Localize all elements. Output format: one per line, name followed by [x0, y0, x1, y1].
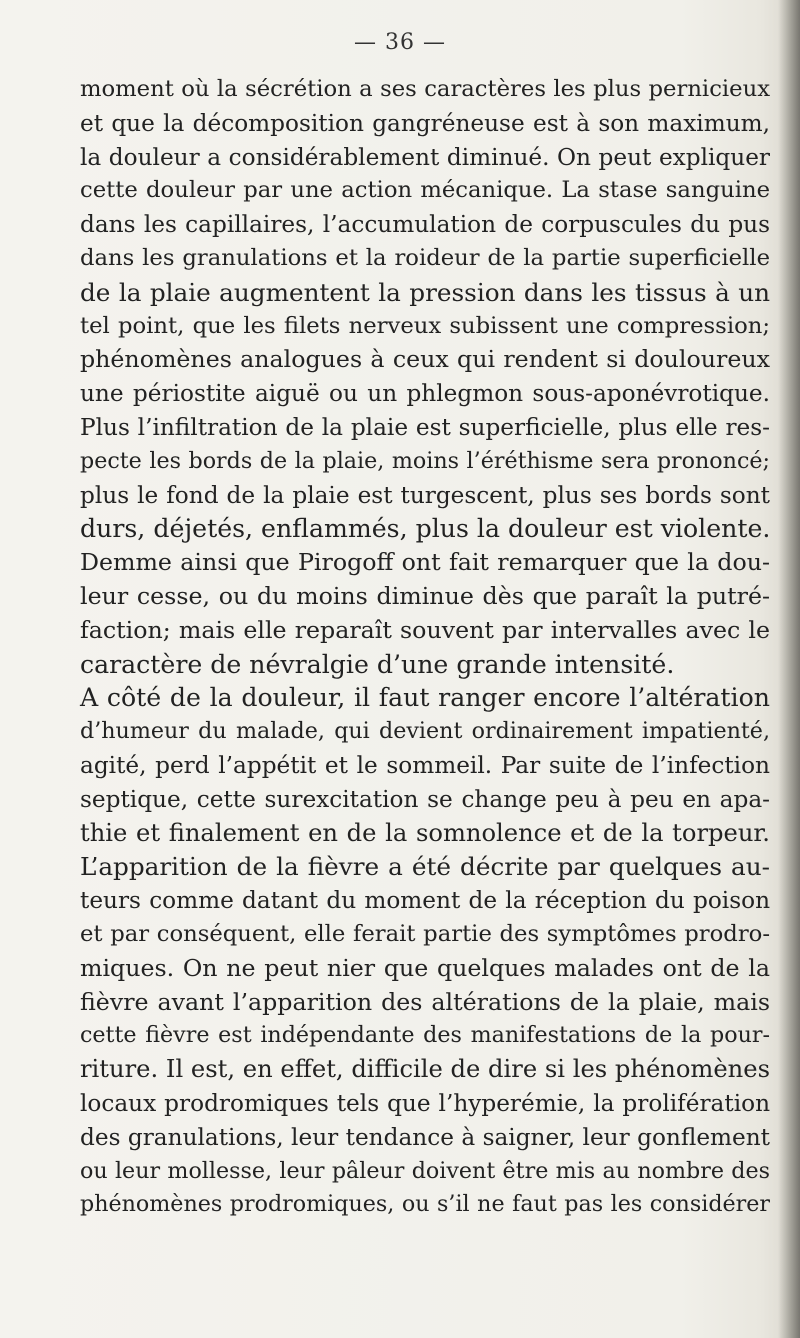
text-line: faction; mais elle reparaît souvent par intervalles avec le	[80, 615, 770, 644]
body-text	[80, 73, 770, 1222]
text-line: Plus l’infiltration de la plaie est superficielle, plus elle res-	[80, 413, 770, 441]
text-line: riture. Il est, en effet, difficile de dire si les phénomènes	[80, 1055, 770, 1084]
text-line: fièvre avant l’apparition des altérations de la plaie, mais	[80, 987, 770, 1016]
text-line: la douleur a considérablement diminué. On peut expliquer	[80, 143, 770, 171]
text-line: une périostite aiguë ou un phlegmon sous-aponévrotique.	[80, 380, 770, 408]
text-line: de la plaie augmentent la pression dans les tissus à un	[80, 277, 770, 307]
text-line: A côté de la douleur, il faut ranger encore l’altération	[80, 683, 770, 713]
text-line: cette douleur par une action mécanique. La stase sanguine	[80, 177, 770, 204]
text-line: phénomènes analogues à ceux qui rendent si douloureux	[80, 345, 770, 374]
text-line: miques. On ne peut nier que quelques malades ont de la	[80, 953, 770, 982]
text-line: durs, déjetés, enflammés, plus la douleur est violente.	[80, 514, 771, 544]
text-line: des granulations, leur tendance à saigner, leur gonflement	[80, 1123, 770, 1151]
text-line: cette fièvre est indépendante des manifestations de la pour-	[80, 1022, 770, 1049]
text-line: locaux prodromiques tels que l’hyperémie, la prolifération	[80, 1089, 770, 1117]
text-line: teurs comme datant du moment de la réception du poison	[80, 887, 770, 915]
text-line: phénomènes prodromiques, ou s’il ne faut pas les considérer	[80, 1191, 770, 1218]
text-line: caractère de névralgie d’une grande intensité.	[80, 649, 675, 679]
page-number: — 36 —	[354, 30, 446, 55]
page-binding-shadow	[778, 0, 800, 1338]
text-line: Demme ainsi que Pirogoff ont fait remarquer que la dou-	[80, 548, 770, 577]
text-line: et par conséquent, elle ferait partie des symptômes prodro-	[80, 920, 770, 947]
text-line: agité, perd l’appétit et le sommeil. Par suite de l’infection	[80, 751, 770, 779]
text-line: tel point, que les filets nerveux subissent une compression;	[80, 312, 770, 339]
text-line: d’humeur du malade, qui devient ordinairement impatienté,	[80, 718, 770, 745]
text-line: moment où la sécrétion a ses caractères les plus pernicieux	[80, 76, 770, 102]
text-line: leur cesse, ou du moins diminue dès que paraît la putré-	[80, 581, 770, 610]
text-line: septique, cette surexcitation se change peu à peu en apa-	[80, 785, 770, 813]
text-line: ou leur mollesse, leur pâleur doivent être mis au nombre des	[80, 1157, 770, 1184]
text-line: dans les capillaires, l’accumulation de corpuscules du pus	[80, 211, 770, 239]
text-line: L’apparition de la fièvre a été décrite par quelques au-	[80, 852, 770, 882]
text-line: dans les granulations et la roideur de la partie superficielle	[80, 244, 770, 271]
text-line: plus le fond de la plaie est turgescent, plus ses bords sont	[80, 481, 770, 509]
text-line: et que la décomposition gangréneuse est à son maximum,	[80, 109, 770, 137]
text-line: thie et finalement en de la somnolence et de la torpeur.	[80, 818, 770, 847]
text-line: pecte les bords de la plaie, moins l’éréthisme sera prononcé;	[80, 447, 770, 474]
